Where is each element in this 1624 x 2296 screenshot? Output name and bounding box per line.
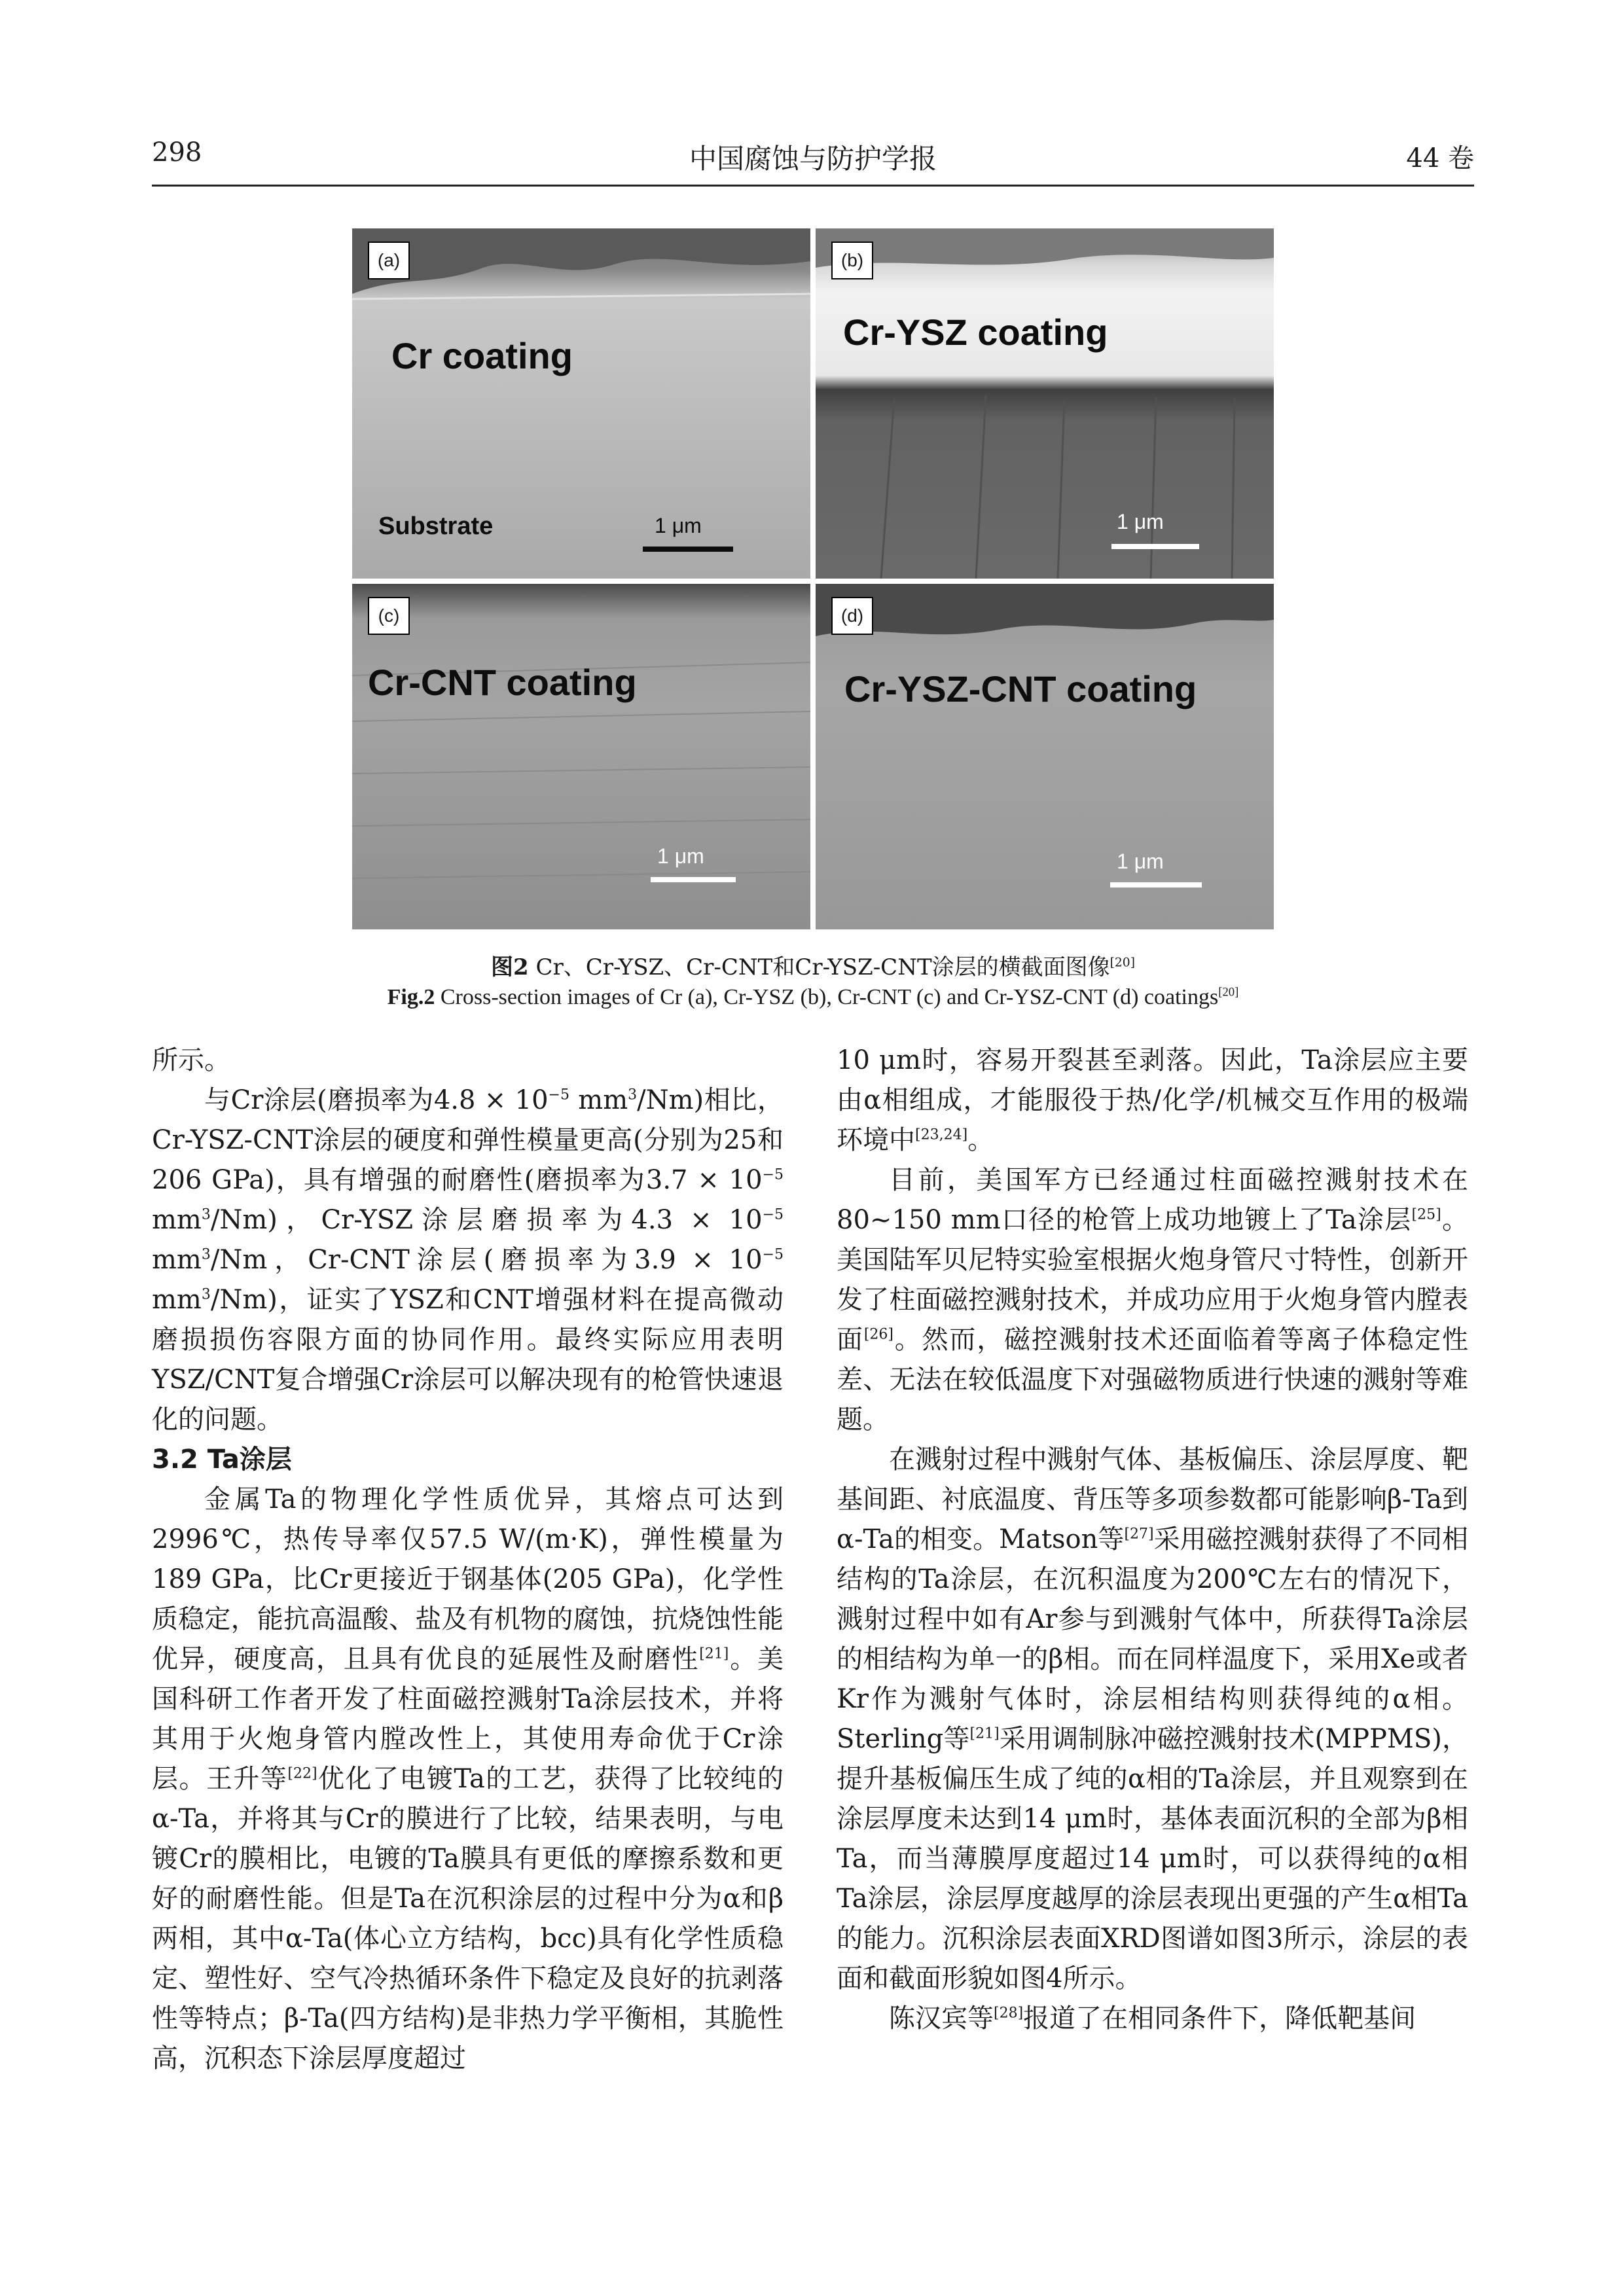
caption-cn-ref: [20] <box>1110 956 1135 970</box>
header-rule <box>152 185 1474 187</box>
paragraph-wear-rate <box>152 1081 784 1440</box>
exponent: −5 <box>762 1206 784 1223</box>
paragraph-us-military <box>837 1160 1468 1440</box>
panel-title-a: Cr coating <box>391 335 573 376</box>
text-run: 在溅射过程中溅射气体、基板偏压、涂层厚度、靶基间距、衬底温度、背压等多项参数都可能影响β-Ta到α-Ta的相变。Matson等 <box>837 1444 1468 1554</box>
text-run: 采用调制脉冲磁控溅射技术(MPPMS)，提升基板偏压生成了纯的α相的Ta涂层，并且观察到在涂层厚度未达到14 μm时，基体表面沉积的全部为β相Ta，而当薄膜厚度超过14 μm时，可以获得纯的α相Ta涂层，涂层厚度越厚的涂层表现出更强的产生α相Ta的能力。沉积涂层表面XRD图谱如图3所示，涂层的表面和截面形貌如图4所示。 <box>837 1724 1468 1994</box>
exponent: −5 <box>762 1166 784 1183</box>
exponent: 3 <box>201 1246 211 1263</box>
citation: [22] <box>287 1765 317 1782</box>
caption-en-text: Cross-section images of Cr (a), Cr-YSZ (b), Cr-CNT (c) and Cr-YSZ-CNT (d) coatings <box>435 985 1219 1009</box>
figure-panel-d <box>816 584 1274 929</box>
citation: [23,24] <box>915 1126 968 1143</box>
paragraph-continuation <box>837 1041 1468 1160</box>
sem-image-d <box>816 584 1274 929</box>
left-column <box>152 1041 784 2079</box>
sem-image-b <box>816 228 1274 579</box>
figure-panel-c <box>352 584 810 929</box>
text-run: mm <box>152 1205 202 1235</box>
section-heading-3-2: 3.2 Ta涂层 <box>152 1444 292 1475</box>
text-run: 。 <box>967 1125 994 1155</box>
scale-bar-b <box>1111 544 1199 549</box>
scale-bar-c <box>651 877 736 882</box>
caption-cn-number: 图2 <box>490 954 529 980</box>
figure-panel-a <box>352 228 810 579</box>
figure-caption-en <box>152 985 1474 1010</box>
text-run: /Nm)，Cr-YSZ涂层磨损率为4.3 × 10 <box>210 1205 763 1235</box>
citation: [25] <box>1411 1206 1441 1223</box>
paragraph-continuation: 所示。 <box>152 1045 230 1075</box>
right-column <box>837 1041 1468 2039</box>
panel-title-c: Cr-CNT coating <box>368 662 637 703</box>
running-header <box>152 137 1474 183</box>
text-run: 陈汉宾等 <box>889 2003 994 2034</box>
text-run: 。美国科研工作者开发了柱面磁控溅射Ta涂层技术，并将其用于火炮身管内膛改性上，其使用寿命优于Cr涂层。王升等 <box>152 1644 784 1794</box>
panel-label-a: (a) <box>368 242 410 279</box>
volume-label: 44 卷 <box>1406 143 1474 173</box>
exponent: 3 <box>201 1286 211 1303</box>
citation: [21] <box>969 1725 1000 1742</box>
scale-bar-label-c: 1 μm <box>657 844 704 868</box>
text-run: /Nm)相比，Cr-YSZ-CNT涂层的硬度和弹性模量更高(分别为25和206 GPa)，具有增强的耐磨性(磨损率为3.7 × 10 <box>152 1085 784 1195</box>
scale-bar-label-a: 1 μm <box>655 514 702 537</box>
text-run: 10 μm时，容易开裂甚至剥落。因此，Ta涂层应主要由α相组成，才能服役于热/化学/机械交互作用的极端环境中 <box>837 1045 1468 1155</box>
paragraph-sputtering <box>837 1440 1468 1999</box>
text-run: mm <box>152 1285 202 1315</box>
exponent: −5 <box>762 1246 784 1263</box>
figure-panel-b <box>816 228 1274 579</box>
citation: [28] <box>994 2005 1024 2022</box>
exponent: 3 <box>201 1206 211 1223</box>
text-run: 目前，美国军方已经通过柱面磁控溅射技术在80~150 mm口径的枪管上成功地镀上了Ta涂层 <box>837 1165 1468 1235</box>
journal-title: 中国腐蚀与防护学报 <box>689 143 937 175</box>
paragraph-ta-properties <box>152 1480 784 2079</box>
text-run: mm <box>152 1245 202 1275</box>
panel-label-d: (d) <box>831 597 873 635</box>
panel-label-c: (c) <box>368 597 410 635</box>
substrate-label: Substrate <box>378 512 494 540</box>
text-run: /Nm)，证实了YSZ和CNT增强材料在提高微动磨损损伤容限方面的协同作用。最终实际应用表明YSZ/CNT复合增强Cr涂层可以解决现有的枪管快速退化的问题。 <box>152 1285 784 1435</box>
citation: [21] <box>699 1645 729 1662</box>
scale-bar-label-d: 1 μm <box>1117 850 1164 873</box>
caption-en-number: Fig.2 <box>387 985 435 1009</box>
text-run: 优化了电镀Ta的工艺，获得了比较纯的α-Ta，并将其与Cr的膜进行了比较，结果表明，与电镀Cr的膜相比，电镀的Ta膜具有更低的摩擦系数和更好的耐磨性能。但是Ta在沉积涂层的过程中分为α和β两相，其中α-Ta(体心立方结构，bcc)具有化学性质稳定、塑性好、空气冷热循环条件下稳定及良好的抗剥落性等特点；β-Ta(四方结构)是非热力学平衡相，其脆性高，沉积态下涂层厚度超过 <box>152 1764 784 2073</box>
text-run: 金属Ta的物理化学性质优异，其熔点可达到2996℃，热传导率仅57.5 W/(m·K)，弹性模量为189 GPa，比Cr更接近于钢基体(205 GPa)，化学性质稳定，能抗高温酸、盐及有机物的腐蚀，抗烧蚀性能优异，硬度高，且具有优良的延展性及耐磨性 <box>152 1484 784 1674</box>
sem-image-c <box>352 584 810 929</box>
caption-cn-text: Cr、Cr-YSZ、Cr-CNT和Cr-YSZ-CNT涂层的横截面图像 <box>528 954 1110 980</box>
text-run: 。美国陆军贝尼特实验室根据火炮身管尺寸特性，创新开发了柱面磁控溅射技术，并成功应用于火炮身管内膛表面 <box>837 1205 1468 1355</box>
citation: [27] <box>1124 1526 1154 1543</box>
paragraph-chen <box>837 1999 1468 2039</box>
scale-bar-a <box>643 547 733 552</box>
text-run: 。然而，磁控溅射技术还面临着等离子体稳定性差、无法在较低温度下对强磁物质进行快速的溅射等难题。 <box>837 1325 1469 1435</box>
caption-en-ref: [20] <box>1218 985 1239 999</box>
panel-title-b: Cr-YSZ coating <box>843 312 1108 353</box>
text-run: 与Cr涂层(磨损率为4.8 × 10 <box>204 1085 549 1115</box>
page-number: 298 <box>152 137 202 168</box>
exponent: 3 <box>628 1086 638 1103</box>
scale-bar-d <box>1110 882 1202 888</box>
exponent: −5 <box>548 1086 569 1103</box>
text-run: 采用磁控溅射获得了不同相结构的Ta涂层，在沉积温度为200℃左右的情况下，溅射过程中如有Ar参与到溅射气体中，所获得Ta涂层的相结构为单一的β相。而在同样温度下，采用Xe或者Kr作为溅射气体时，涂层相结构则获得纯的α相。Sterling等 <box>837 1524 1469 1754</box>
text-run: mm <box>569 1085 628 1115</box>
scale-bar-label-b: 1 μm <box>1117 510 1164 533</box>
citation: [26] <box>863 1326 893 1343</box>
text-run: 报道了在相同条件下，降低靶基间 <box>1023 2003 1416 2034</box>
text-run: /Nm，Cr-CNT涂层(磨损率为3.9 × 10 <box>210 1245 763 1275</box>
panel-title-d: Cr-YSZ-CNT coating <box>844 668 1197 709</box>
figure-caption-cn <box>152 949 1474 981</box>
panel-label-b: (b) <box>831 242 873 279</box>
